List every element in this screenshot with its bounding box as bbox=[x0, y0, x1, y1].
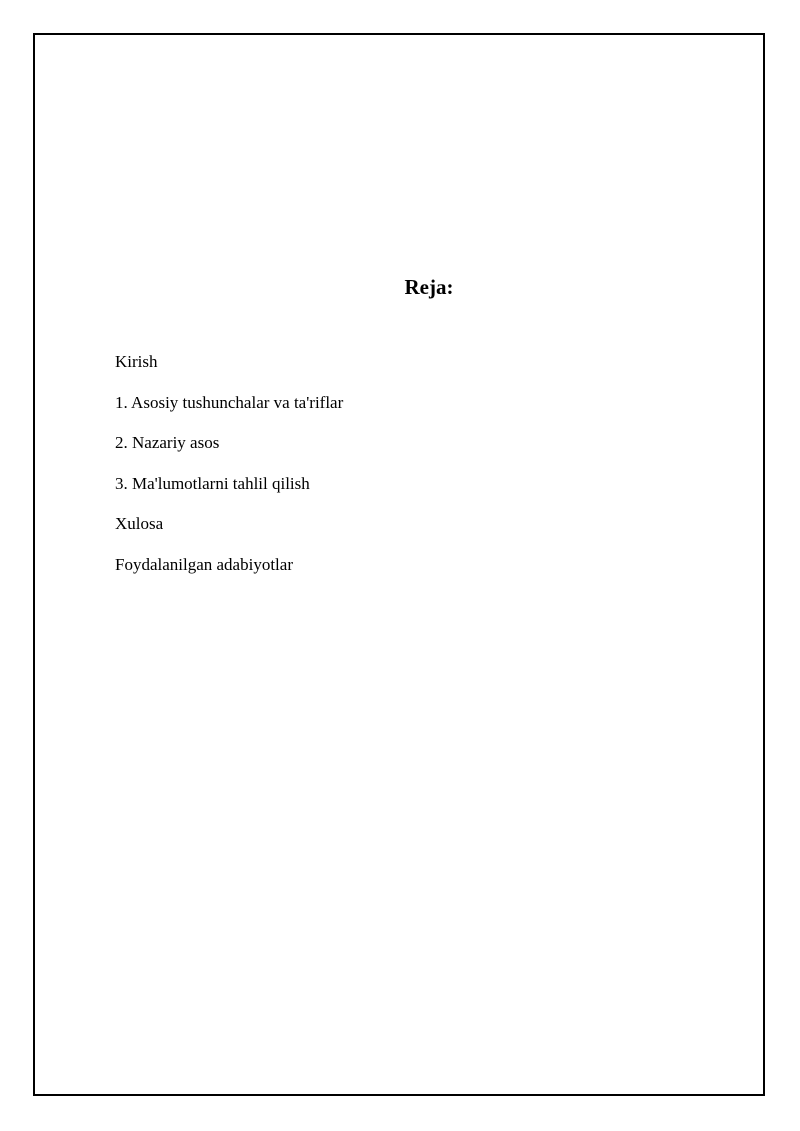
plan-item-conclusion: Xulosa bbox=[115, 514, 164, 534]
plan-item-references: Foydalanilgan adabiyotlar bbox=[115, 554, 293, 574]
plan-list bbox=[115, 350, 343, 594]
plan-item-data-analysis: 3. Ma'lumotlarni tahlil qilish bbox=[115, 473, 310, 493]
plan-item-basic-concepts: 1. Asosiy tushunchalar va ta'riflar bbox=[115, 392, 344, 412]
plan-item-theoretical-basis: 2. Nazariy asos bbox=[115, 433, 220, 453]
page-title: Reja: bbox=[404, 275, 454, 299]
plan-item-introduction: Kirish bbox=[115, 352, 158, 371]
